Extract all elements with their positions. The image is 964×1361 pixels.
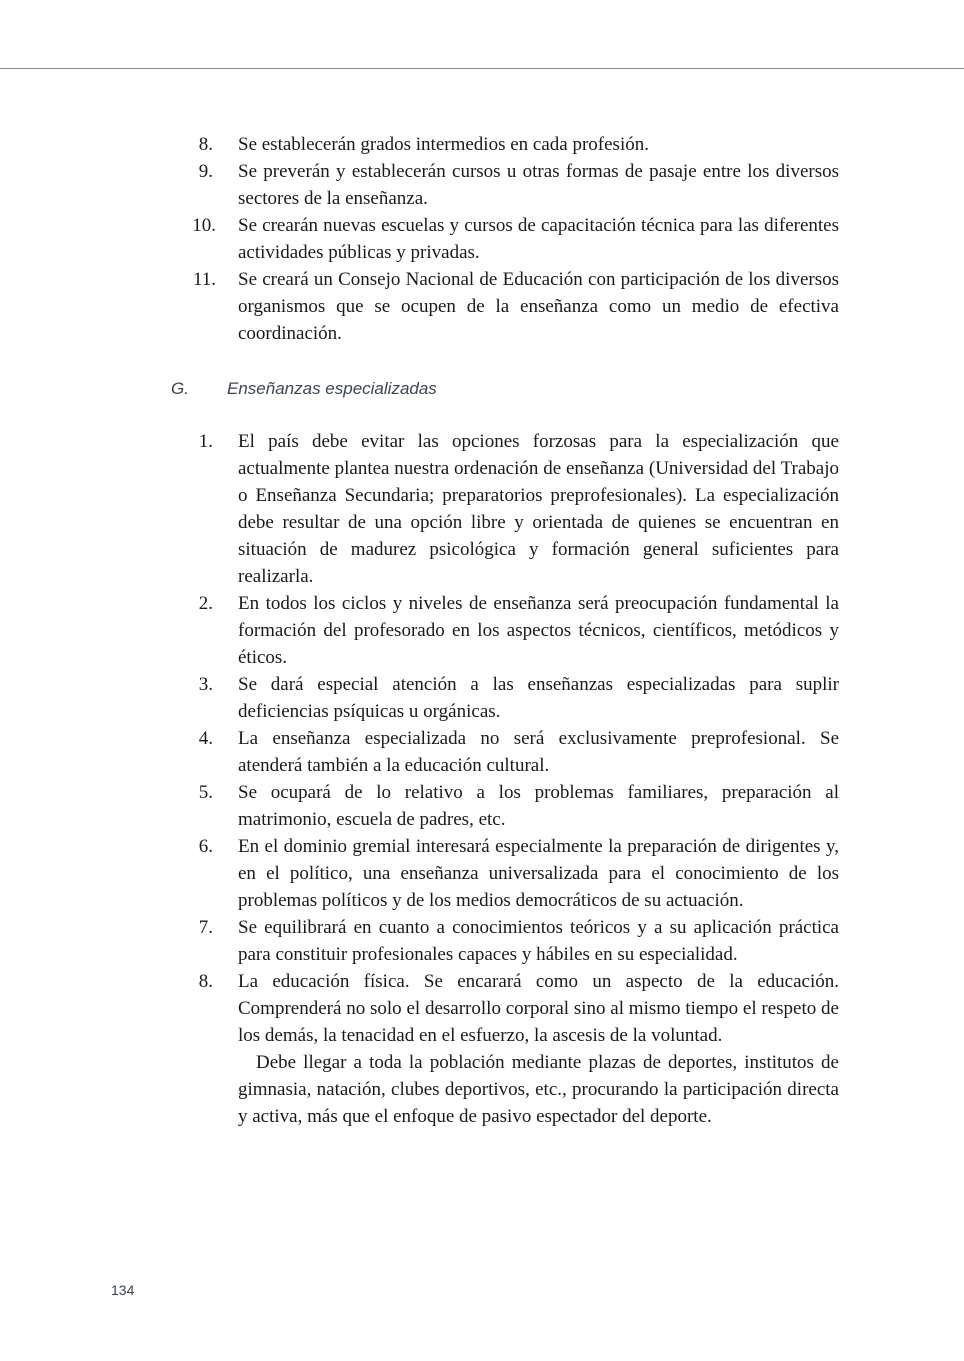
list-item-number: 2. (198, 593, 213, 614)
list-item-text: Se crearán nuevas escuelas y cursos de capacitación técnica para las diferentes actividades públicas y privadas. (238, 215, 839, 263)
list-item (0, 131, 839, 158)
list-item-number: 9. (198, 161, 213, 182)
list-item-number: 5. (198, 782, 213, 803)
page-number: 134 (111, 1282, 135, 1298)
list-item (0, 914, 839, 968)
list-item-text: Se creará un Consejo Nacional de Educación con participación de los diversos organismos que se ocupen de la enseñanza como un medio de efectiva coordinación. (238, 269, 839, 344)
header-rule (0, 68, 964, 69)
list-item (0, 590, 839, 671)
list-item (0, 428, 839, 590)
list-item-text: La educación física. Se encarará como un aspecto de la educación. Comprenderá no solo el desarrollo corporal sino al mismo tiempo el respeto de los demás, la tenacidad en el esfuerzo, la ascesis de la voluntad. (238, 971, 839, 1046)
list-item (0, 779, 839, 833)
list-item-text: En el dominio gremial interesará especialmente la preparación de dirigentes y, en el político, una enseñanza universalizada para el conocimiento de los problemas políticos y de los medios democráticos de su actuación. (238, 836, 839, 911)
list-item-text: Se dará especial atención a las enseñanzas especializadas para suplir deficiencias psíquicas u orgánicas. (238, 674, 839, 722)
list-item-number: 7. (198, 917, 213, 938)
list-item (0, 158, 839, 212)
list-item-number: 3. (198, 674, 213, 695)
section-title: Enseñanzas especializadas (227, 379, 437, 398)
list-item-text: Se establecerán grados intermedios en cada profesión. (238, 134, 649, 155)
list-item-number: 6. (198, 836, 213, 857)
list-item (0, 671, 839, 725)
list-item-text: El país debe evitar las opciones forzosas para la especialización que actualmente plantea nuestra ordenación de enseñanza (Universidad del Trabajo o Enseñanza Secundaria; preparatorios preprofesionales). La especialización debe resultar de una opción libre y orientada de quienes se encuentran en situación de madurez psicológica y formación general suficientes para realizarla. (238, 431, 839, 587)
list-item-text: Se ocupará de lo relativo a los problemas familiares, preparación al matrimonio, escuela de padres, etc. (238, 782, 839, 830)
section-heading (171, 377, 437, 401)
list-item-number: 1. (198, 431, 213, 452)
list-item-text: Se equilibrará en cuanto a conocimientos teóricos y a su aplicación práctica para constituir profesionales capaces y hábiles en su especialidad. (238, 917, 839, 965)
list-item (0, 266, 839, 347)
numbered-list-continued (0, 131, 964, 347)
list-item-text: La enseñanza especializada no será exclusivamente preprofesional. Se atenderá también a la educación cultural. (238, 728, 839, 776)
list-item-number: 8. (198, 971, 213, 992)
list-item (0, 212, 839, 266)
list-item-number: 10. (192, 215, 216, 236)
list-item-continuation: Debe llegar a toda la población mediante plazas de deportes, institutos de gimnasia, natación, clubes deportivos, etc., procurando la participación directa y activa, más que el enfoque de pasivo espectador del deporte. (238, 1052, 839, 1127)
list-item-number: 8. (198, 134, 213, 155)
list-item-text: Se preverán y establecerán cursos u otras formas de pasaje entre los diversos sectores de la enseñanza. (238, 161, 839, 209)
section-letter: G. (171, 379, 189, 398)
list-item-number: 11. (192, 269, 216, 290)
list-item (0, 968, 839, 1130)
list-item-number: 4. (198, 728, 213, 749)
list-item-text: En todos los ciclos y niveles de enseñanza será preocupación fundamental la formación del profesorado en los aspectos técnicos, científicos, metódicos y éticos. (238, 593, 839, 668)
list-item (0, 725, 839, 779)
numbered-list-specialized (0, 428, 964, 1130)
list-item (0, 833, 839, 914)
